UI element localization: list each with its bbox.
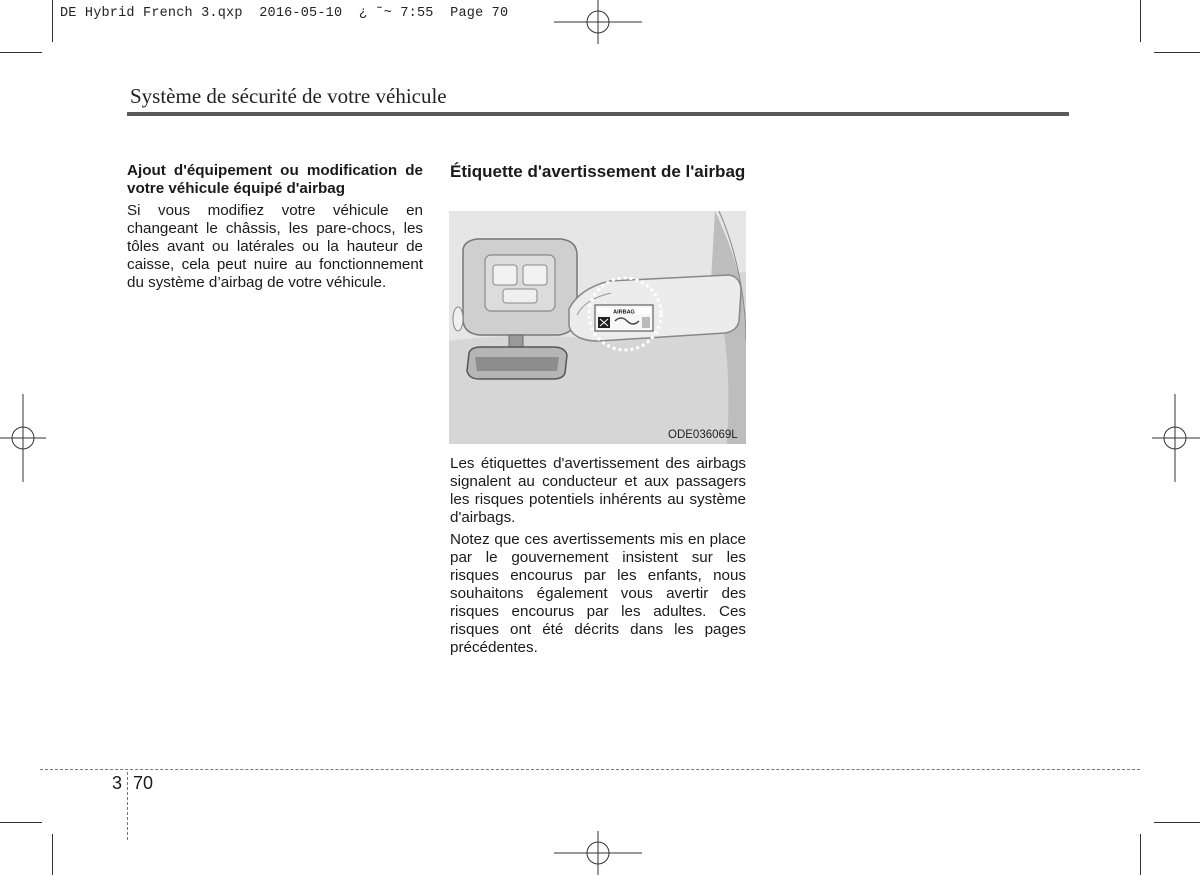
section-title: Système de sécurité de votre véhicule	[130, 84, 447, 108]
crop-mark	[1140, 0, 1141, 42]
footer-rule	[40, 769, 1140, 770]
crop-mark	[1154, 822, 1200, 823]
airbag-label-illustration	[449, 211, 746, 444]
crop-mark	[0, 52, 42, 53]
crop-mark	[52, 0, 53, 42]
registration-mark-right	[1152, 394, 1200, 482]
registration-mark-bottom	[554, 831, 642, 875]
registration-mark-left	[0, 394, 46, 482]
file-slug: DE Hybrid French 3.qxp 2016-05-10 ¿ ˜~ 7:55 Page 70	[60, 6, 509, 21]
registration-mark-top	[554, 0, 642, 44]
right-paragraph-2: Notez que ces avertissements mis en place par le gouvernement insistent sur les risques encourus par les enfants, nous souhaitons également vous avertir des risques encourus par les adultes. Ces risques ont été décrits dans les pages précédentes.	[450, 531, 746, 656]
left-body-paragraph: Si vous modifiez votre véhicule en changeant le châssis, les pare-chocs, les tôles avant ou latérales ou la hauteur de caisse, cela peut nuire au fonctionnement du système d’airbag de votre véhicule.	[127, 202, 423, 291]
crop-mark	[1140, 834, 1141, 875]
left-column	[127, 162, 423, 296]
airbag-label-text: AIRBAG	[613, 309, 635, 316]
page-number: 70	[133, 773, 154, 793]
crop-mark	[52, 834, 53, 875]
crop-mark	[1154, 52, 1200, 53]
left-subheading: Ajout d'équipement ou modification de votre véhicule équipé d'airbag	[127, 162, 423, 197]
right-heading: Étiquette d'avertissement de l'airbag	[450, 162, 746, 181]
chapter-number: 3	[112, 773, 123, 793]
footer-divider	[127, 772, 128, 840]
right-paragraph-1: Les étiquettes d'avertissement des airbags signalent au conducteur et aux passagers les risques potentiels inhérents au système d'airbags.	[450, 455, 746, 526]
crop-mark	[0, 822, 42, 823]
right-column	[450, 455, 746, 661]
title-rule	[127, 112, 1069, 116]
figure-code: ODE036069L	[668, 429, 738, 441]
